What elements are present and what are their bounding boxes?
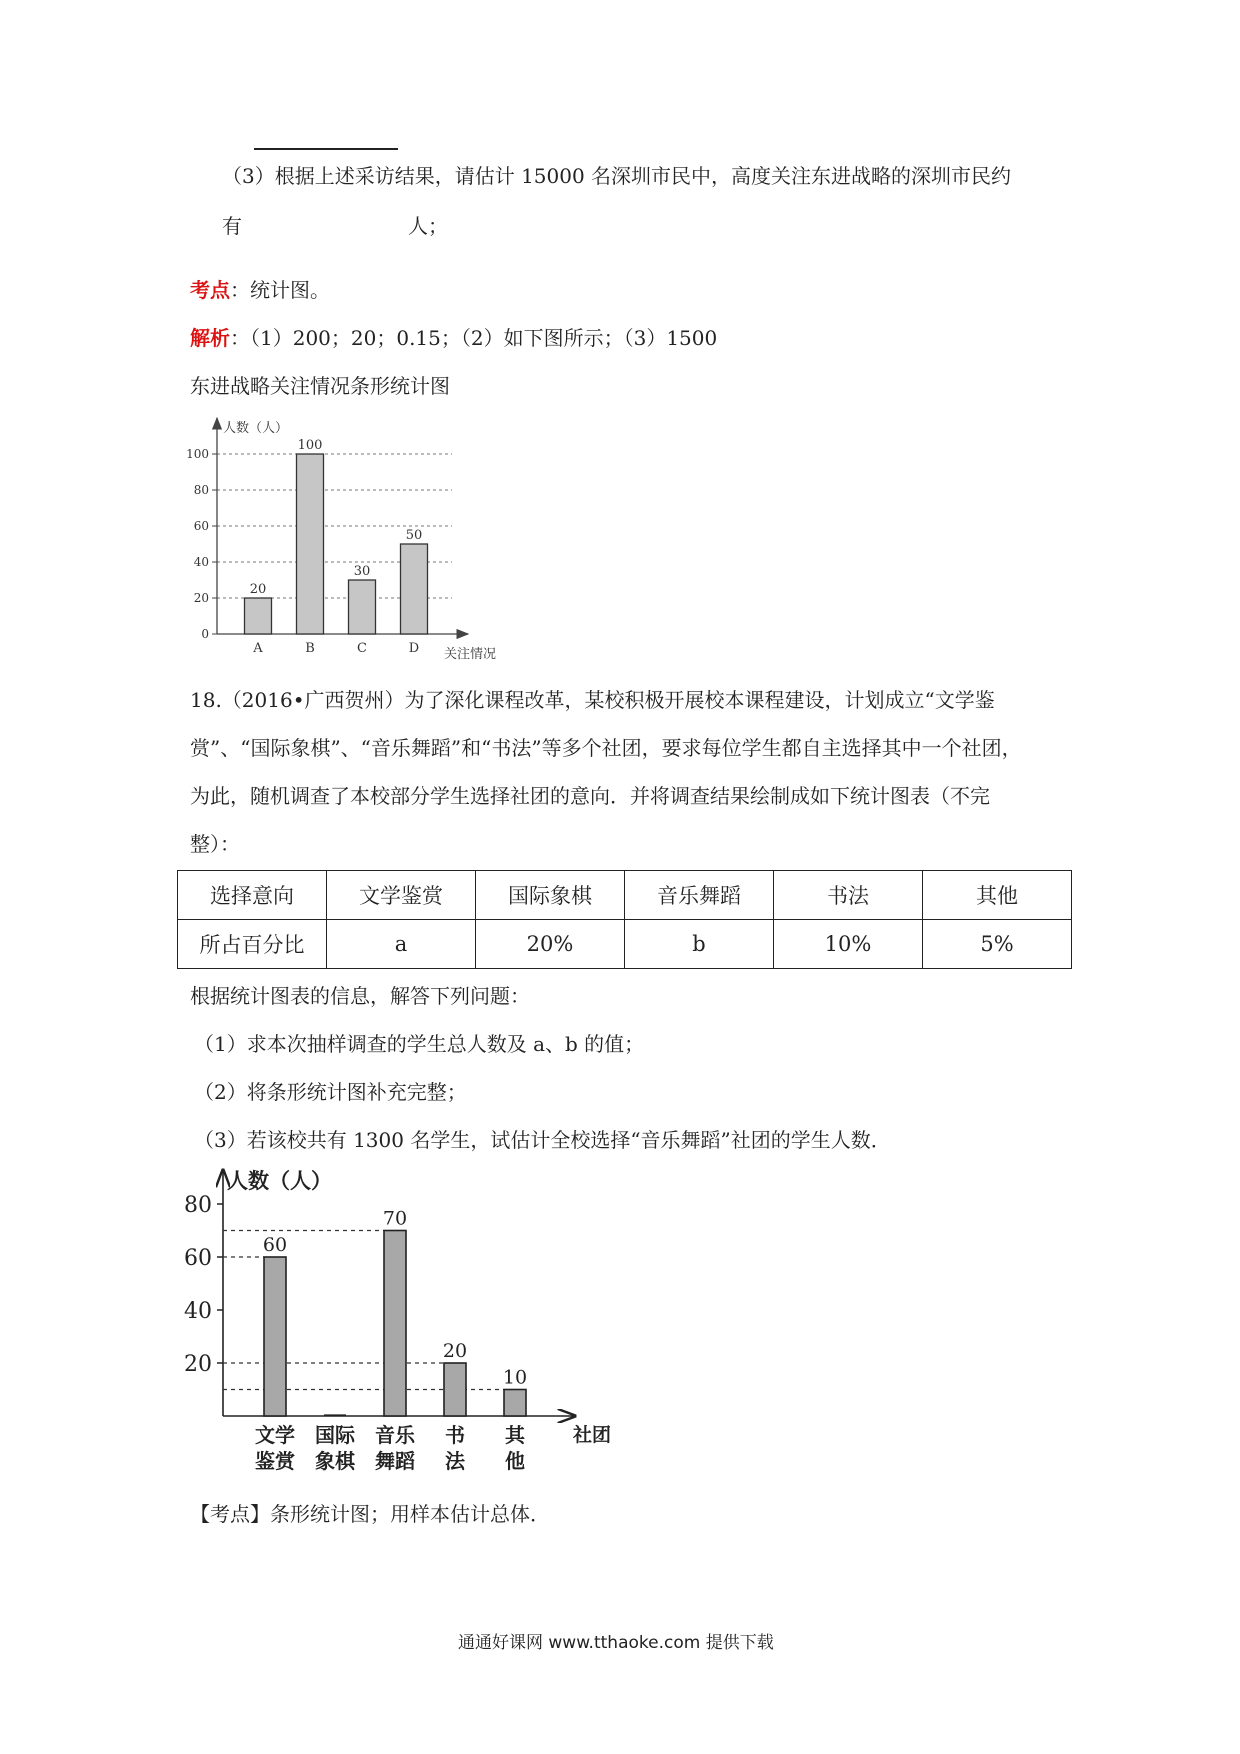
y-tick-label: 100 (186, 447, 209, 461)
q18-line2: 赏”、“国际象棋”、“音乐舞蹈”和“书法”等多个社团，要求每位学生都自主选择其中一个社团， (190, 736, 1022, 760)
table-cell: 文学鉴赏 (327, 871, 476, 920)
table-cell: 5% (923, 920, 1072, 969)
x-tick-label: 他 (505, 1449, 525, 1473)
q17-part3-line1: （3）根据上述采访结果，请估计 15000 名深圳市民中，高度关注东进战略的深圳市民约 (222, 164, 1012, 188)
x-tick-label: B (305, 641, 315, 656)
bar (384, 1231, 406, 1417)
table-cell: 选择意向 (178, 871, 327, 920)
table-header-row (178, 871, 1072, 920)
x-tick-label: 鉴赏 (255, 1449, 295, 1473)
y-tick-label: 20 (193, 591, 209, 605)
table-cell: 国际象棋 (476, 871, 625, 920)
table-cell: 10% (774, 920, 923, 969)
y-tick-label: 40 (193, 555, 209, 569)
table-cell: b (625, 920, 774, 969)
y-tick-label: 80 (193, 483, 209, 497)
table-row (178, 920, 1072, 969)
x-tick-label: A (253, 641, 263, 656)
y-axis-label: 人数（人） (227, 1168, 332, 1193)
jiexi-text: ：（1）200；20；0.15；（2）如下图所示；（3）1500 (230, 326, 718, 350)
x-tick-label: 舞蹈 (375, 1449, 415, 1473)
x-tick-label: 文学 (255, 1423, 295, 1447)
bar-value-label: 100 (297, 438, 323, 453)
kaodian-text: ：统计图。 (230, 278, 330, 302)
table-cell: 音乐舞蹈 (625, 871, 774, 920)
table-cell: 其他 (923, 871, 1072, 920)
bar (401, 544, 428, 634)
bar-value-label: 20 (442, 1340, 468, 1362)
jiexi-label: 解析 (190, 326, 230, 350)
bar-value-label: 50 (405, 528, 423, 543)
bar-value-label: 20 (249, 582, 267, 597)
q18-intro: 根据统计图表的信息，解答下列问题： (190, 984, 530, 1008)
bar (264, 1257, 286, 1416)
q18-line1: 18.（2016•广西贺州）为了深化课程改革，某校积极开展校本课程建设，计划成立“文学鉴 (190, 688, 995, 712)
q17-part3-line2-start: 有 (222, 214, 242, 238)
q18-sub3: （3）若该校共有 1300 名学生，试估计全校选择“音乐舞蹈”社团的学生人数． (194, 1128, 891, 1152)
x-tick-label: 象棋 (315, 1449, 355, 1473)
bar-value-label: 10 (502, 1366, 528, 1389)
y-tick-label: 40 (184, 1299, 212, 1324)
x-tick-label: 国际 (315, 1423, 355, 1447)
q17-jiexi (190, 324, 717, 352)
survey-table (177, 870, 1072, 969)
bar-value-label: 70 (382, 1207, 408, 1230)
table-cell: 20% (476, 920, 625, 969)
bar (444, 1363, 466, 1416)
bar-chart-attention (180, 410, 520, 662)
x-tick-label: D (408, 641, 420, 656)
x-tick-label: 书 (445, 1423, 465, 1447)
q18-line4: 整）： (190, 832, 240, 856)
y-tick-label: 60 (184, 1246, 212, 1271)
chart1-caption: 东进战略关注情况条形统计图 (190, 374, 450, 398)
bar-value-label: 30 (353, 564, 371, 579)
q18-line3: 为此，随机调查了本校部分学生选择社团的意向．并将调查结果绘制成如下统计图表（不完 (190, 784, 990, 808)
x-axis-label: 社团 (573, 1424, 612, 1446)
y-tick-label: 0 (201, 627, 209, 641)
y-tick-label: 20 (184, 1352, 212, 1377)
y-tick-label: 60 (193, 519, 209, 533)
q18-kaodian: 【考点】条形统计图；用样本估计总体． (190, 1502, 550, 1526)
bar-chart-clubs (180, 1162, 630, 1482)
q18-sub2: （2）将条形统计图补充完整； (194, 1080, 467, 1104)
bar (245, 598, 272, 634)
x-tick-label: 法 (445, 1449, 465, 1473)
q17-part3-line2-end: 人； (408, 214, 448, 238)
kaodian-label: 考点 (190, 278, 230, 302)
bar (297, 454, 324, 634)
bar (349, 580, 376, 634)
bar-value-label: 60 (262, 1234, 288, 1256)
q18-sub1: （1）求本次抽样调查的学生总人数及 a、b 的值； (194, 1032, 645, 1056)
y-axis-label: 人数（人） (223, 421, 289, 436)
x-tick-label: C (357, 641, 367, 656)
table-cell: a (327, 920, 476, 969)
q17-kaodian (190, 276, 330, 304)
answer-blank-underline (254, 148, 398, 150)
table-cell: 书法 (774, 871, 923, 920)
page-footer: 通通好课网 www.tthaoke.com 提供下载 (458, 1633, 774, 1653)
x-axis-label: 关注情况 (444, 647, 497, 662)
table-cell: 所占百分比 (178, 920, 327, 969)
bar (504, 1390, 526, 1417)
x-tick-label: 音乐 (375, 1423, 415, 1447)
y-tick-label: 80 (184, 1193, 212, 1218)
x-tick-label: 其 (505, 1423, 525, 1447)
